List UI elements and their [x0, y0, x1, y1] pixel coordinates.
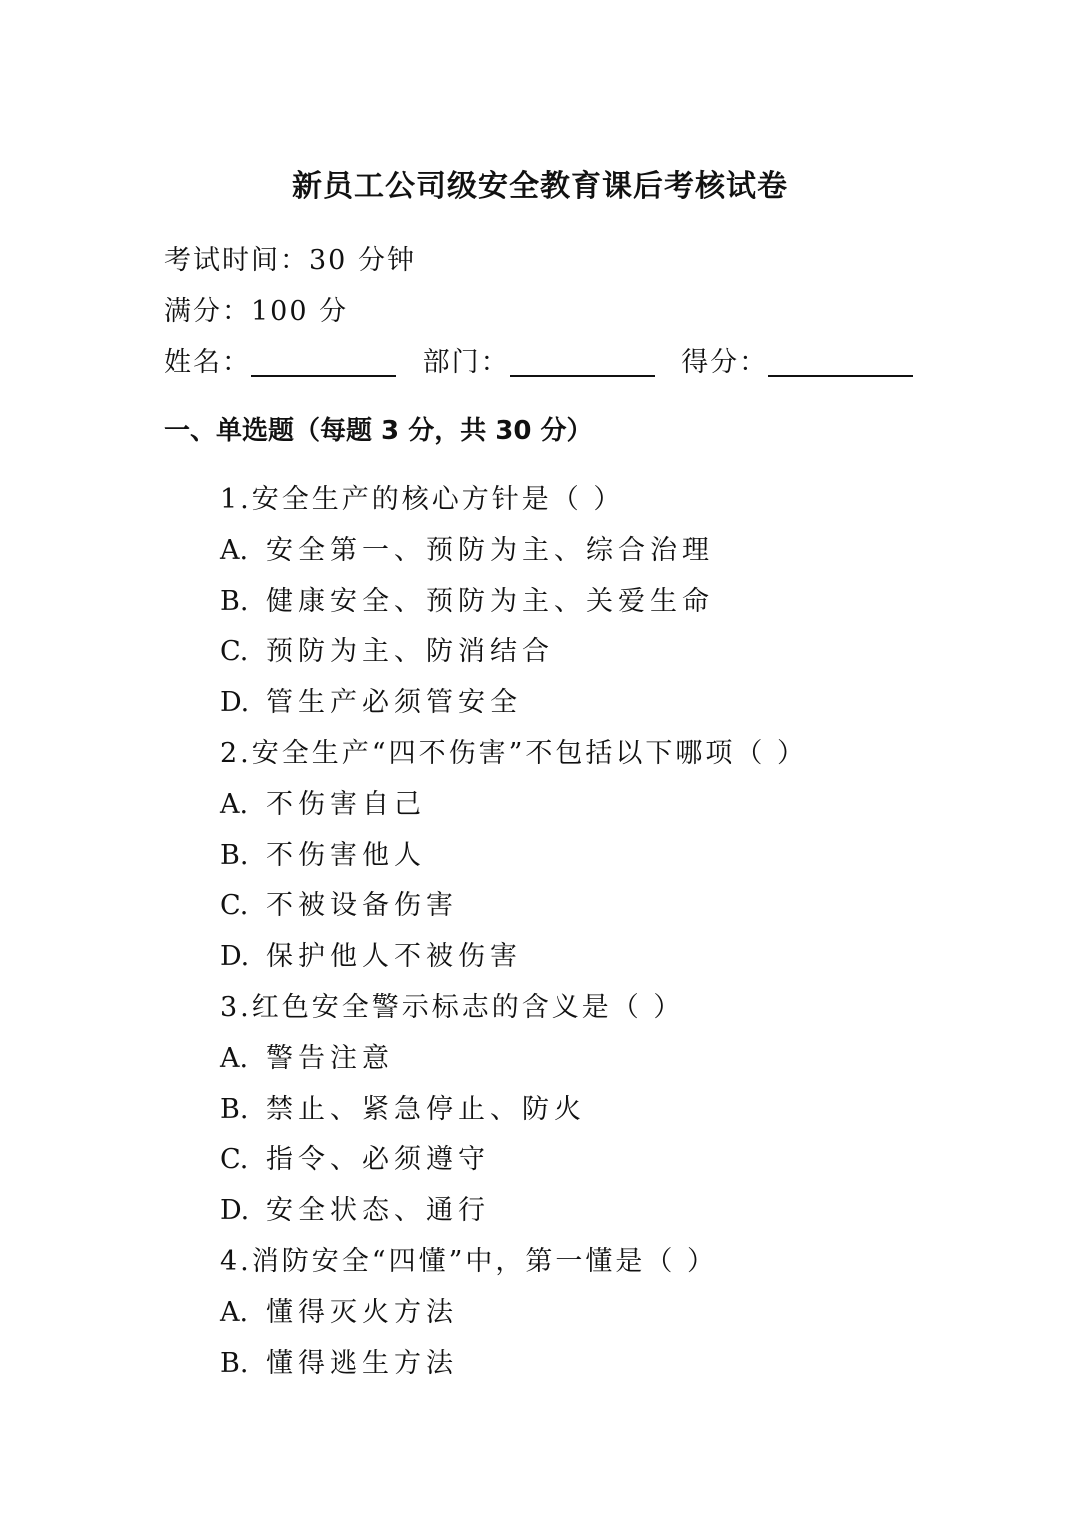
- option-text: 健康安全、预防为主、关爱生命: [266, 585, 714, 617]
- question-4-option-a: [220, 1288, 1000, 1339]
- question-2-option-d: [220, 932, 1000, 983]
- option-letter: C.: [220, 1144, 249, 1176]
- option-text: 指令、必须遵守: [266, 1144, 490, 1176]
- option-text: 禁止、紧急停止、防火: [266, 1093, 586, 1125]
- option-letter: D.: [220, 1195, 250, 1227]
- department-blank[interactable]: [510, 345, 655, 377]
- question-3-option-c: [220, 1135, 1000, 1186]
- name-label: 姓名：: [164, 347, 251, 378]
- option-text: 安全状态、通行: [266, 1195, 490, 1227]
- option-text: 懂得灭火方法: [266, 1296, 458, 1328]
- option-letter: A.: [220, 788, 249, 820]
- name-blank[interactable]: [251, 345, 396, 377]
- option-text: 警告注意: [266, 1042, 394, 1074]
- option-letter: D.: [220, 941, 250, 973]
- question-list: [220, 475, 1000, 1389]
- department-label: 部门：: [422, 347, 510, 378]
- option-text: 不伤害自己: [266, 788, 426, 820]
- option-letter: A.: [220, 534, 249, 566]
- option-letter: B.: [220, 1347, 249, 1379]
- option-letter: C.: [220, 636, 249, 668]
- score-label: 得分：: [681, 347, 769, 378]
- exam-time: 考试时间：30 分钟: [164, 245, 416, 276]
- question-3: 3.红色安全警示标志的含义是（ ）: [220, 991, 684, 1023]
- question-4-option-b: [220, 1339, 1000, 1390]
- option-letter: A.: [220, 1042, 249, 1074]
- question-1: 1.安全生产的核心方针是（ ）: [220, 484, 624, 515]
- student-info-row: [164, 343, 929, 383]
- option-text: 预防为主、防消结合: [266, 636, 554, 668]
- full-score: 满分：100 分: [164, 296, 349, 327]
- exam-title: 新员工公司级安全教育课后考核试卷: [292, 169, 788, 204]
- option-letter: A.: [220, 1296, 249, 1328]
- question-1-option-b: [220, 577, 1000, 628]
- option-letter: C.: [220, 890, 249, 922]
- option-letter: B.: [220, 1093, 249, 1125]
- option-letter: B.: [220, 585, 249, 617]
- question-2-option-c: [220, 881, 1000, 932]
- option-text: 管生产必须管安全: [266, 687, 522, 719]
- option-text: 不被设备伤害: [266, 890, 458, 922]
- question-2: 2.安全生产“四不伤害”不包括以下哪项（ ）: [220, 737, 807, 769]
- section-heading: 一、单选题（每题 3 分，共 30 分）: [164, 416, 593, 446]
- question-2-option-b: [220, 831, 1000, 882]
- option-text: 懂得逃生方法: [266, 1347, 458, 1379]
- question-1-option-d: [220, 678, 1000, 729]
- option-letter: B.: [220, 839, 249, 871]
- question-3-option-a: [220, 1034, 1000, 1085]
- option-text: 保护他人不被伤害: [266, 941, 522, 973]
- question-1-option-a: [220, 526, 1000, 577]
- question-3-option-b: [220, 1085, 1000, 1136]
- option-text: 安全第一、预防为主、综合治理: [266, 534, 714, 566]
- question-3-option-d: [220, 1186, 1000, 1237]
- question-4: 4.消防安全“四懂”中，第一懂是（ ）: [220, 1245, 717, 1277]
- option-letter: D.: [220, 687, 250, 719]
- question-1-option-c: [220, 627, 1000, 678]
- question-2-option-a: [220, 780, 1000, 831]
- score-blank[interactable]: [768, 345, 913, 377]
- option-text: 不伤害他人: [266, 839, 426, 871]
